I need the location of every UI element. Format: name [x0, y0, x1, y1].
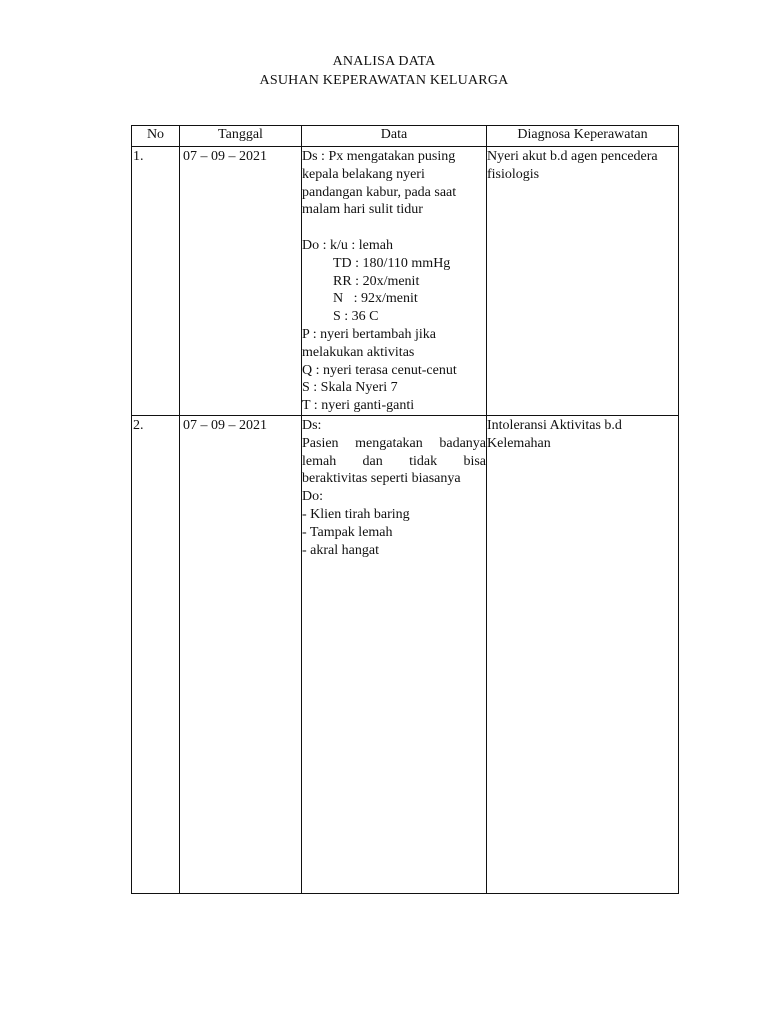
ds-line: lemah dan tidak bisa — [302, 453, 486, 469]
row-date: 07 – 09 – 2021 — [180, 147, 302, 416]
column-header-data: Data — [302, 126, 487, 147]
table-header-row — [132, 126, 679, 147]
diagnosis-line: fisiologis — [487, 166, 540, 182]
diagnosis-line: Intoleransi Aktivitas b.d — [487, 417, 622, 433]
row-diagnosis — [487, 147, 679, 416]
analysis-table — [131, 125, 679, 894]
pqrst-line: T : nyeri ganti-ganti — [302, 398, 415, 414]
do-item: - Klien tirah baring — [302, 506, 410, 522]
vital-sign-n: N : 92x/menit — [333, 291, 418, 307]
row-diagnosis — [487, 415, 679, 893]
do-item: - Tampak lemah — [302, 524, 393, 540]
ds-line: Pasien mengatakan badanya — [302, 435, 486, 451]
ds-line: Ds : Px mengatakan pusing — [302, 149, 456, 164]
ds-line: pandangan kabur, pada saat — [302, 184, 457, 200]
vital-sign-rr: RR : 20x/menit — [333, 273, 420, 289]
do-label: Do: — [302, 489, 323, 505]
column-header-no: No — [132, 126, 180, 147]
document-title: ANALISA DATA — [332, 54, 436, 69]
vital-sign-s: S : 36 C — [333, 309, 379, 325]
pqrst-line: S : Skala Nyeri 7 — [302, 380, 398, 396]
pqrst-line: P : nyeri bertambah jika — [302, 326, 436, 342]
ds-line: malam hari sulit tidur — [302, 202, 423, 218]
document-heading — [0, 52, 768, 90]
diagnosis-line: Kelemahan — [487, 435, 551, 451]
ds-line: kepala belakang nyeri — [302, 166, 425, 182]
pqrst-line: Q : nyeri terasa cenut-cenut — [302, 362, 457, 378]
spacer — [302, 219, 486, 237]
do-item: - akral hangat — [302, 542, 379, 558]
row-data — [302, 147, 487, 416]
row-data — [302, 415, 487, 893]
column-header-diagnosa: Diagnosa Keperawatan — [487, 126, 679, 147]
do-label: Do : k/u : lemah — [302, 237, 393, 253]
vital-sign-td: TD : 180/110 mmHg — [333, 255, 451, 271]
row-number: 1. — [132, 147, 180, 416]
table-row — [132, 147, 679, 416]
ds-label: Ds: — [302, 417, 322, 433]
row-date: 07 – 09 – 2021 — [180, 415, 302, 893]
pqrst-line: melakukan aktivitas — [302, 344, 415, 360]
document-subtitle: ASUHAN KEPERAWATAN KELUARGA — [259, 73, 509, 88]
row-number: 2. — [132, 415, 180, 893]
diagnosis-line: Nyeri akut b.d agen pencedera — [487, 149, 658, 164]
ds-line: beraktivitas seperti biasanya — [302, 471, 461, 487]
column-header-tanggal: Tanggal — [180, 126, 302, 147]
table-row — [132, 415, 679, 893]
